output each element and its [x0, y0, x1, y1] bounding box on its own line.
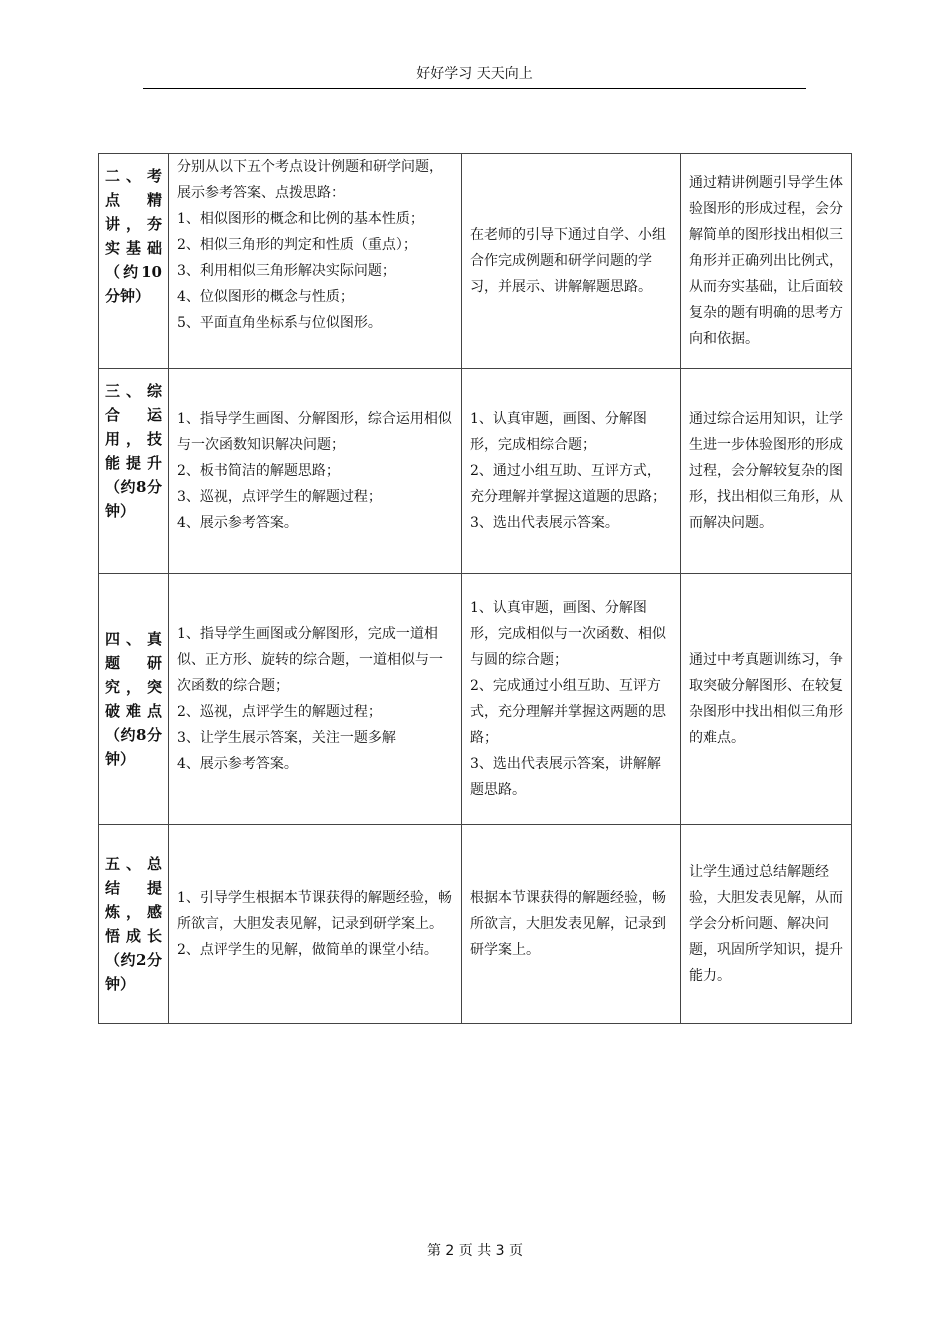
purpose-text: [681, 170, 851, 352]
table-row: [99, 154, 852, 369]
text-line: 1、相似图形的概念和比例的基本性质；: [177, 211, 424, 227]
text-line: 2、巡视，点评学生的解题过程；: [177, 704, 382, 720]
student-cell: [462, 825, 681, 1024]
stage-cell: [99, 369, 169, 574]
table-row: [99, 825, 852, 1024]
stage-cell: [99, 154, 169, 369]
text-line: 1、指导学生画图或分解图形，完成一道相似、正方形、旋转的综合题，一道相似与一次函数的综合题；: [177, 626, 443, 694]
text-line: 2、点评学生的见解，做简单的课堂小结。: [177, 942, 438, 958]
text-line: 1、认真审题，画图、分解图形，完成相综合题；: [470, 411, 647, 453]
purpose-cell: [681, 154, 852, 369]
purpose-text: [681, 647, 851, 751]
purpose-cell: [681, 369, 852, 574]
text-line: 通过精讲例题引导学生体验图形的形成过程，会分解简单的图形找出相似三角形并正确列出比例式，从而夯实基础，让后面较复杂的题有明确的思考方向和依据。: [689, 175, 843, 347]
text-line: 4、展示参考答案。: [177, 515, 298, 531]
stage-label: 三、综合运用，技能提升（约8分钟）: [105, 382, 162, 520]
stage-cell: [99, 825, 169, 1024]
text-line: 3、选出代表展示答案，讲解解题思路。: [470, 756, 661, 798]
text-line: 通过中考真题训练习，争取突破分解图形、在较复杂图形中找出相似三角形的难点。: [689, 652, 843, 746]
stage-cell: [99, 574, 169, 825]
purpose-text: [681, 406, 851, 536]
text-line: 2、板书简洁的解题思路；: [177, 463, 340, 479]
student-cell: [462, 369, 681, 574]
teacher-text: [169, 621, 461, 777]
table-row: [99, 369, 852, 574]
text-line: 2、完成通过小组互助、互评方式，充分理解并掌握这两题的思路；: [470, 678, 666, 746]
text-line: 4、展示参考答案。: [177, 756, 298, 772]
stage-label: 五、总结提炼，感悟成长（约2分钟）: [105, 855, 162, 993]
teacher-cell: [169, 825, 462, 1024]
teacher-cell: [169, 369, 462, 574]
teacher-cell: [169, 574, 462, 825]
teacher-text: [169, 885, 461, 963]
text-line: 1、引导学生根据本节课获得的解题经验，畅所欲言，大胆发表见解，记录到研学案上。: [177, 890, 452, 932]
text-line: 5、平面直角坐标系与位似图形。: [177, 315, 382, 331]
text-line: 让学生通过总结解题经验，大胆发表见解，从而学会分析问题、解决问题，巩固所学知识，提升能力。: [689, 864, 843, 984]
text-line: 3、选出代表展示答案。: [470, 515, 619, 531]
text-line: 1、认真审题，画图、分解图形，完成相似与一次函数、相似与圆的综合题；: [470, 600, 666, 668]
teacher-text: [169, 154, 461, 336]
lesson-table: [98, 153, 852, 1024]
student-cell: [462, 154, 681, 369]
text-line: 3、让学生展示答案，关注一题多解: [177, 730, 396, 746]
student-text: [462, 885, 680, 963]
text-line: 4、位似图形的概念与性质；: [177, 289, 354, 305]
teacher-cell: [169, 154, 462, 369]
student-cell: [462, 574, 681, 825]
text-line: 1、指导学生画图、分解图形，综合运用相似与一次函数知识解决问题；: [177, 411, 452, 453]
purpose-text: [681, 859, 851, 989]
student-text: [462, 595, 680, 803]
purpose-cell: [681, 825, 852, 1024]
text-line: 3、利用相似三角形解决实际问题；: [177, 263, 396, 279]
stage-label: 二、考点精讲，夯实基础（约10分钟）: [105, 167, 162, 305]
text-line: 2、通过小组互助、互评方式，充分理解并掌握这道题的思路；: [470, 463, 666, 505]
page-header: [143, 64, 806, 89]
page-footer: [0, 1240, 950, 1260]
text-line: 在老师的引导下通过自学、小组合作完成例题和研学问题的学习，并展示、讲解解题思路。: [470, 227, 666, 295]
student-text: [462, 222, 680, 300]
header-title: 好好学习 天天向上: [416, 66, 533, 82]
text-line: 根据本节课获得的解题经验，畅所欲言，大胆发表见解，记录到研学案上。: [470, 890, 666, 958]
table-row: [99, 574, 852, 825]
text-line: 分别从以下五个考点设计例题和研学问题，展示参考答案、点拨思路：: [177, 159, 443, 201]
purpose-cell: [681, 574, 852, 825]
text-line: 3、巡视，点评学生的解题过程；: [177, 489, 382, 505]
student-text: [462, 406, 680, 536]
text-line: 2、相似三角形的判定和性质（重点）；: [177, 237, 417, 253]
page-number: 第 2 页 共 3 页: [426, 1243, 524, 1259]
stage-label: 四、真题研究，突破难点（约8分钟）: [105, 630, 162, 768]
teacher-text: [169, 406, 461, 536]
text-line: 通过综合运用知识，让学生进一步体验图形的形成过程，会分解较复杂的图形，找出相似三角形，从而解决问题。: [689, 411, 843, 531]
